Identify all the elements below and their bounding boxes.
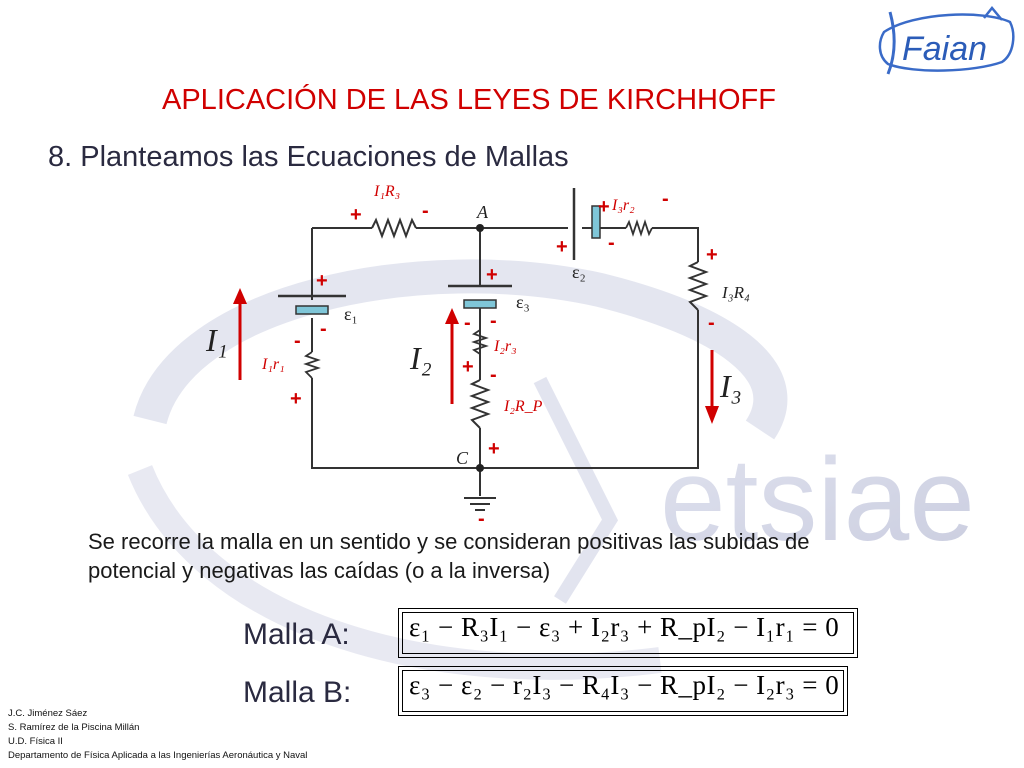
page-title: APLICACIÓN DE LAS LEYES DE KIRCHHOFF [162,84,776,116]
label-emf3: ε₃ [516,292,530,312]
label-i1r3: I₁R₃ [374,183,401,200]
current-arrow-i3 [705,350,719,424]
description-text: Se recorre la malla en un sentido y se consideran positivas las subidas de potencial y negativas las caídas (o a la inversa) [88,529,810,583]
sign-r1-plus: + [290,388,302,410]
sign-ground-minus: - [478,508,485,530]
sign-emf2-plus: + [556,236,568,258]
wire-top-right [652,228,698,262]
label-i2rp: I₂R_P [504,398,543,415]
resistor-r1 [306,352,318,378]
mesh-a-label: Malla A: [243,618,350,651]
label-i3r4: I₃R₄ [722,283,750,302]
wire-right [480,310,698,468]
current-arrow-i1 [233,288,247,380]
sign-emf1-minus: - [320,318,327,340]
node-a-label: A [477,202,488,222]
sign-r3mid-plus: + [462,356,474,378]
node-a-dot [476,224,484,232]
sign-r4-minus: - [708,312,715,334]
sign-r3-plus: + [350,204,362,226]
mesh-b-label: Malla B: [243,676,352,709]
label-i1r1: I₁r₁ [262,356,285,373]
battery-emf1-short [296,306,328,314]
resistor-r4 [690,262,706,310]
mesh-b-equation: ε₃ − ε₂ − r₂I₃ − R₄I₃ − R_pI₂ − I₂r₃ = 0 [409,670,840,700]
page-subtitle: 8. Planteamos las Ecuaciones de Mallas [48,141,569,173]
node-c-label: C [456,448,469,468]
label-emf2: ε₂ [572,262,586,282]
current-arrow-i2 [445,308,459,404]
resistor-r3 [372,220,416,236]
sign-emf3-minus: - [490,310,497,332]
battery-emf3-short [464,300,496,308]
footer-author-2: S. Ramírez de la Piscina Millán [8,722,140,733]
label-i3r2: I₃r₂ [612,197,635,214]
label-current-i1: I₁ [206,322,228,358]
resistor-r2 [626,222,652,234]
resistor-rp [472,380,488,428]
logo-text: Faian [902,30,988,68]
sign-emf2-minus: - [608,232,615,254]
sign-r4-plus: + [706,244,718,266]
footer-unit: U.D. Física II [8,736,63,747]
footer-department: Departamento de Física Aplicada a las Ingenierías Aeronáutica y Naval [8,750,308,761]
footer-author-1: J.C. Jiménez Sáez [8,708,88,719]
sign-rp-minus: - [490,364,497,386]
sign-emf3-plus: + [486,264,498,286]
sign-r1-minus: - [294,330,301,352]
sign-emf3-minus-left: - [464,312,471,334]
sign-r2-plus: + [598,196,610,218]
mesh-a-equation: ε₁ − R₃I₁ − ε₃ + I₂r₃ + R_pI₂ − I₁r₁ = 0 [409,612,840,642]
sign-rp-plus: + [488,438,500,460]
sign-r2-minus: - [662,188,669,210]
watermark-text: etsiae [660,434,975,566]
label-i2r3: I₂r₃ [494,338,517,355]
sign-r3-minus: - [422,200,429,222]
wire-left-bottom [312,378,480,468]
label-emf1: ε₁ [344,304,358,324]
label-current-i2: I₂ [410,340,432,376]
sign-emf1-plus: + [316,270,328,292]
label-current-i3: I₃ [720,368,742,404]
mesh-a-equation-box [398,608,858,658]
mesh-b-equation-box [398,666,848,716]
node-c-dot [476,464,484,472]
